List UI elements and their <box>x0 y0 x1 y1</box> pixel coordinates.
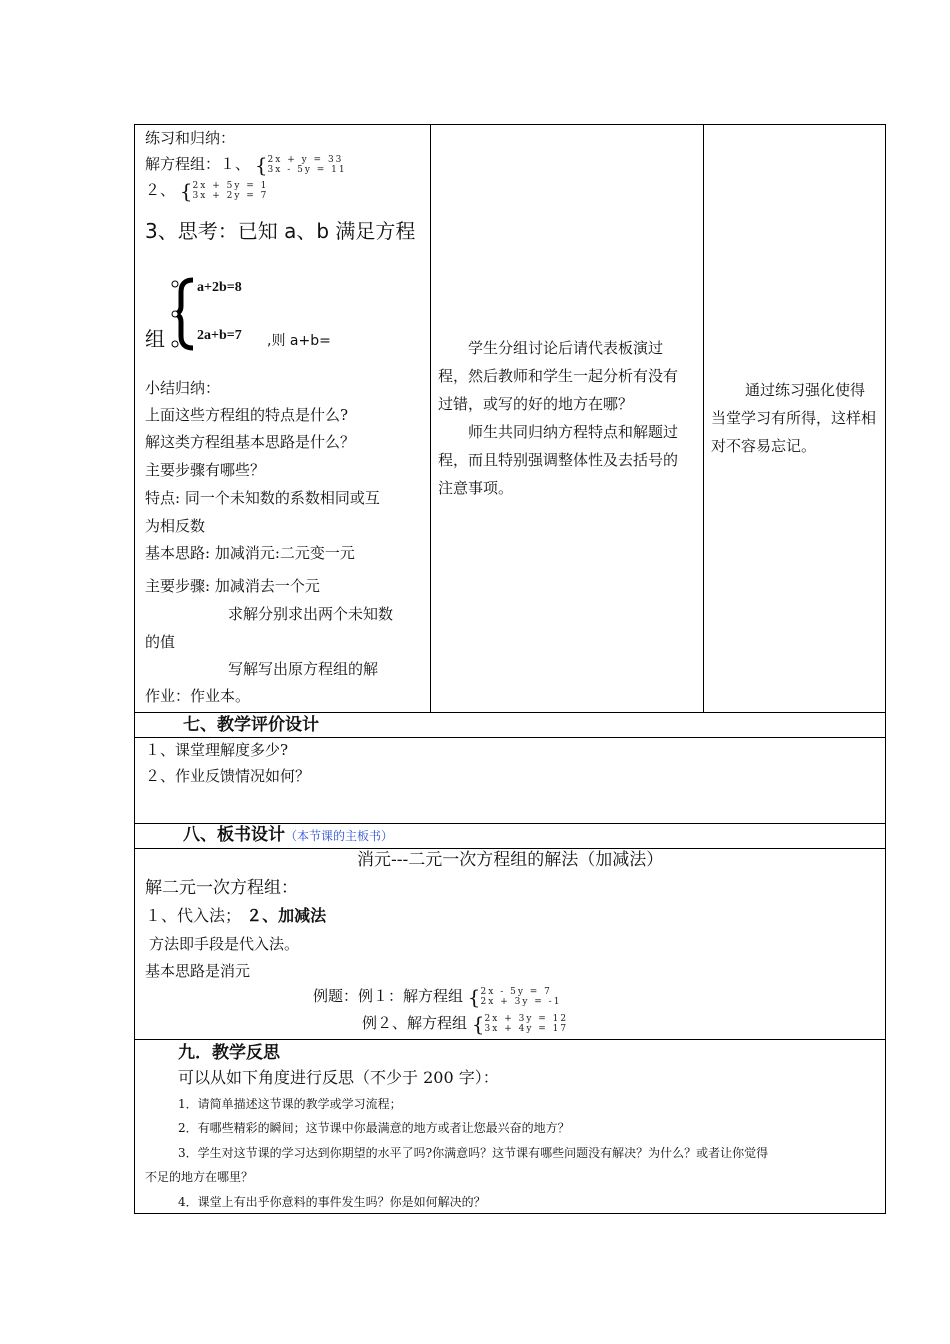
reflection-item: 不足的地方在哪里？ <box>145 1170 254 1184</box>
equation-system-2: 2x + 5y = 1 3x + 2y = 7 <box>192 181 269 201</box>
ab-eq-2: 2a+b=7 <box>197 328 242 343</box>
think-question: 3、思考：已知 a、b 满足方程 <box>145 219 416 243</box>
summary-line: 特点: 同一个未知数的系数相同或互 <box>145 489 380 507</box>
col-divider-1 <box>430 125 431 712</box>
brace-icon: { <box>467 985 481 1009</box>
zu-label: 组 <box>145 327 165 351</box>
sec7-question: ２、作业反馈情况如何？ <box>145 767 311 785</box>
example-2-system: 2x + 3y = 12 3x + 4y = 17 <box>484 1014 569 1034</box>
summary-line: 的值 <box>145 633 176 651</box>
summary-line: 为相反数 <box>145 517 206 535</box>
brace-icon: { <box>471 1012 485 1036</box>
row-divider <box>135 823 885 824</box>
board-line: 基本思路是消元 <box>145 962 251 980</box>
reflection-item: 3．学生对这节课的学习达到你期望的水平了吗?你满意吗？这节课有哪些问题没有解决？为什么？或者让你觉得 <box>178 1146 769 1160</box>
example-1: 例题：例１：解方程组 {2x - 5y = 7 2x + 3y = -1 <box>313 985 562 1009</box>
summary-line: 主要步骤有哪些？ <box>145 461 266 479</box>
reflection-item: 2．有哪些精彩的瞬间；这节课中你最满意的地方或者让您最兴奋的地方？ <box>178 1121 570 1135</box>
section7-title: 七、教学评价设计 <box>183 715 319 735</box>
brace-icon <box>167 276 201 352</box>
summary-line: 小结归纳： <box>145 379 221 397</box>
col-divider-2 <box>703 125 704 712</box>
right-paragraph: 通过练习强化使得当堂学习有所得，这样相对不容易忘记。 <box>711 381 877 455</box>
practice-heading: 练习和归纳： <box>145 129 236 147</box>
reflection-item: 1．请简单描述这节课的教学或学习流程； <box>178 1097 402 1111</box>
brace-icon: { <box>179 179 193 203</box>
board-title: 消元---二元一次方程组的解法（加减法） <box>357 850 664 870</box>
reflection-item: 4．课堂上有出乎你意料的事件发生吗？你是如何解决的？ <box>178 1195 486 1209</box>
row-divider <box>135 1039 885 1040</box>
homework-line: 作业：作业本。 <box>145 687 251 705</box>
ab-system <box>145 274 405 354</box>
reflection-subtitle: 可以从如下角度进行反思（不少于 200 字）： <box>178 1068 499 1087</box>
row-divider <box>135 737 885 738</box>
equation-system-1: 2x + y = 33 3x - 5y = 11 <box>267 155 347 175</box>
sec7-question: １、课堂理解度多少? <box>145 741 289 759</box>
section8-title: 八、板书设计（本节课的主板书） <box>183 825 394 845</box>
board-line: 方法即手段是代入法。 <box>149 935 300 953</box>
ab-eq-1: a+2b=8 <box>197 280 242 295</box>
summary-line: 写解写出原方程组的解 <box>228 660 379 678</box>
example-1-system: 2x - 5y = 7 2x + 3y = -1 <box>480 987 562 1007</box>
brace-icon: { <box>254 153 268 177</box>
summary-line: 主要步骤: 加减消去一个元 <box>145 577 320 595</box>
equation-line-1: 解方程组：１、 {2x + y = 33 3x - 5y = 11 <box>145 153 347 177</box>
row-divider <box>135 712 885 713</box>
summary-line: 上面这些方程组的特点是什么? <box>145 406 349 424</box>
summary-line: 求解分别求出两个未知数 <box>228 605 394 623</box>
then-label: ,则 a+b= <box>267 333 331 349</box>
section8-note: （本节课的主板书） <box>285 829 394 843</box>
mid-paragraph-2: 师生共同归纳方程特点和解题过程，而且特别强调整体性及去括号的注意事项。 <box>438 423 679 497</box>
summary-line: 基本思路: 加减消元:二元变一元 <box>145 544 355 562</box>
section9-title: 九．教学反思 <box>178 1043 280 1063</box>
board-line: １、代入法； ２、加减法 <box>145 906 327 925</box>
example-2: 例２、解方程组 {2x + 3y = 12 3x + 4y = 17 <box>362 1012 569 1036</box>
board-line: 解二元一次方程组： <box>145 878 298 898</box>
summary-line: 解这类方程组基本思路是什么？ <box>145 433 356 451</box>
row-divider <box>135 848 885 849</box>
equation-line-2: ２、 {2x + 5y = 1 3x + 2y = 7 <box>145 179 269 203</box>
mid-paragraph-1: 学生分组讨论后请代表板演过程，然后教师和学生一起分析有没有过错，或写的好的地方在哪？ <box>438 339 679 413</box>
